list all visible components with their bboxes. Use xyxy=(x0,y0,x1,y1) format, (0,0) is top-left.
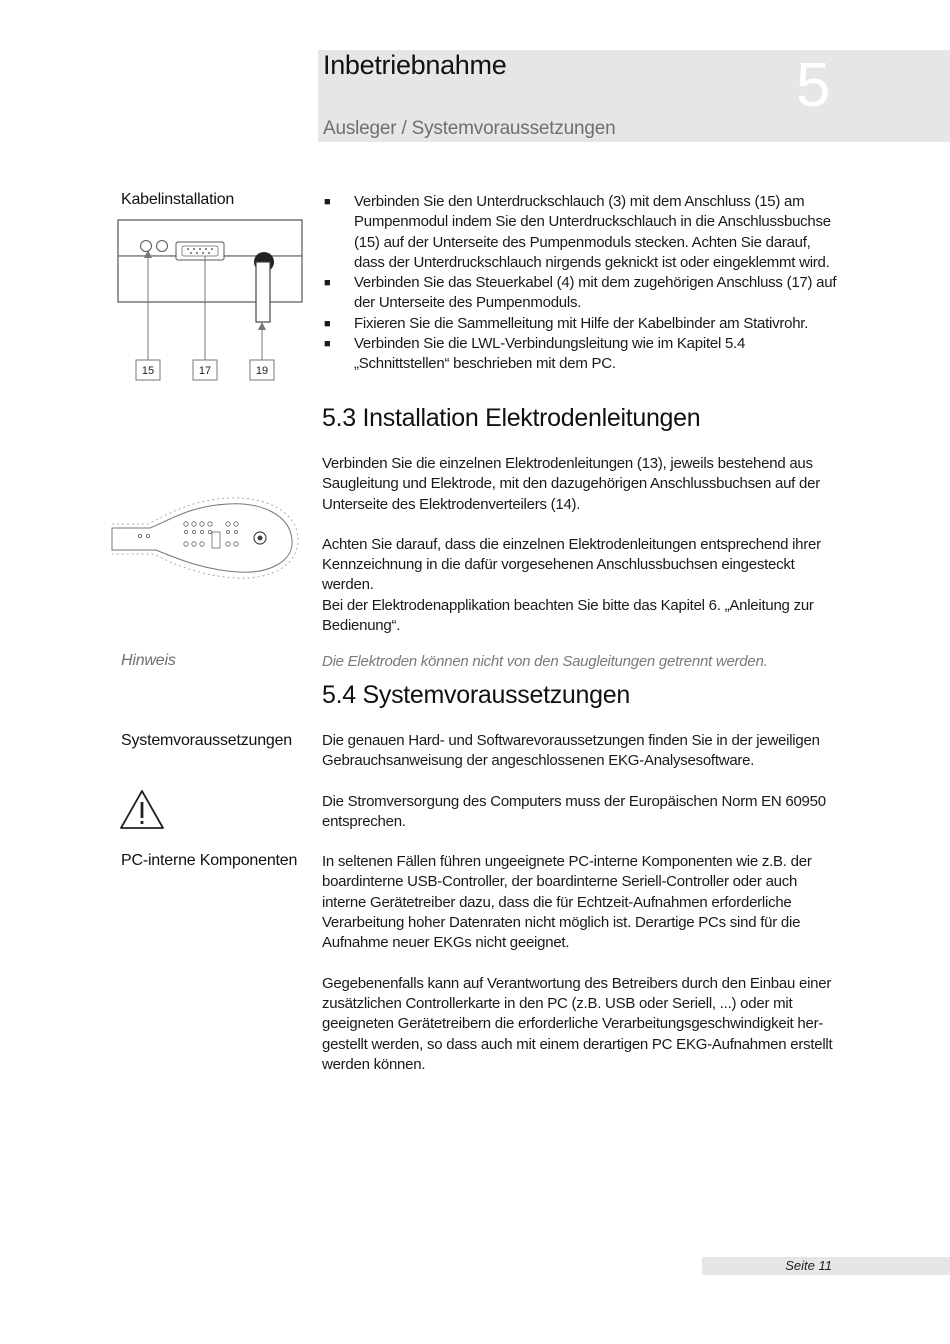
side-label-hinweis: Hinweis xyxy=(121,652,176,669)
figure-label-19: 19 xyxy=(255,365,269,377)
chapter-title: Inbetriebnahme xyxy=(323,50,507,80)
page-number: Seite 11 xyxy=(785,1258,832,1273)
bullet-icon: ■ xyxy=(324,196,331,208)
bullet-icon: ■ xyxy=(324,317,331,330)
section-title-5-3: 5.3 Installation Elektrodenleitungen xyxy=(322,404,701,432)
paragraph: Verbinden Sie die einzelnen Elektrodenleitungen (13), jeweils bestehend aus Saugleitung und Elektrode, mit den dazugehörigen Anschlussbuchsen auf der Unterseite des Elektrodenverteilers (14). xyxy=(322,455,820,513)
list-item: ■ Verbinden Sie den Unterdruckschlauch (3) mit dem Anschluss (15) am Pumpenmodul indem Sie den Unterdruckschlauch in die Anschlussbuchse (15) auf der Unterseite des Pumpenmoduls stecken. Achten Sie darauf, dass der Unterdruckschlauch nirgends geknickt ist oder eingeklemmt wird. xyxy=(324,193,831,271)
paragraph: Achten Sie darauf, dass die einzelnen Elektrodenleitungen entsprechend ihrer Kennzeichnung in die dafür vorgesehenen Anschlussbuchsen eingesteckt werden. xyxy=(322,535,821,594)
pump-module-figure xyxy=(110,212,310,392)
note-text: Die Elektroden können nicht von den Saugleitungen getrennt werden. xyxy=(322,653,768,670)
paragraph: In seltenen Fällen führen ungeeignete PC-interne Komponenten wie z.B. der boardinterne USB-Controller, der boardinterne Seriell-Controller oder auch interne Gerätetreiber dazu, dass die für Echtzeit-Aufnahmen erforderliche Verarbeitung hoher Datenraten nicht möglich ist. Derartige PCs sind für die Aufnahme neuer EKGs nicht geeignet. xyxy=(322,853,812,952)
section-5-4-body xyxy=(322,731,842,1075)
bullet-icon: ■ xyxy=(324,277,331,290)
vacuum-socket-icon xyxy=(141,241,152,252)
paragraph: Gegebenenfalls kann auf Verantwortung des Betreibers durch den Einbau einer zusätzlichen Controllerkarte in den PC (z.B. USB oder Seriell, ...) oder mit geeigneten Gerätetreibern die erforderliche Verarbeitungsgeschwindigkeit her-gestellt werden, so dass auch mit einem derartigen PC EKG-Aufnahmen erstellt werden können. xyxy=(322,974,833,1073)
list-item: ■ Verbinden Sie das Steuerkabel (4) mit dem zugehörigen Anschluss (17) auf der Unterseite des Pumpenmoduls. xyxy=(324,274,837,312)
paragraph: Die genauen Hard- und Softwarevoraussetzungen finden Sie in der jeweiligen Gebrauchsanweisung der angeschlossenen EKG-Analysesoftware. xyxy=(322,732,820,770)
section-title-5-4: 5.4 Systemvoraussetzungen xyxy=(322,681,630,709)
figure-label-15: 15 xyxy=(141,365,155,377)
chapter-subtitle: Ausleger / Systemvoraussetzungen xyxy=(323,118,616,139)
figure-label-17: 17 xyxy=(198,365,212,377)
paragraph: Bei der Elektrodenapplikation beachten Sie bitte das Kapitel 6. „Anleitung zur Bedienung“. xyxy=(322,596,814,635)
paragraph: Die Stromversorgung des Computers muss der Europäischen Norm EN 60950 entsprechen. xyxy=(322,792,826,830)
side-label-pc-komponenten: PC-interne Komponenten xyxy=(121,852,298,869)
section-5-3-body xyxy=(322,454,842,636)
side-label-kabelinstallation: Kabelinstallation xyxy=(121,191,235,208)
chapter-number: 5 xyxy=(796,51,831,120)
cable-instructions-list xyxy=(322,192,842,375)
warning-triangle-icon xyxy=(119,788,165,830)
side-label-systemvoraussetzungen: Systemvoraussetzungen xyxy=(121,732,293,749)
list-item: ■ Fixieren Sie die Sammelleitung mit Hilfe der Kabelbinder am Stativrohr. xyxy=(322,314,842,334)
bullet-icon: ■ xyxy=(324,338,331,351)
list-item: ■ Verbinden Sie die LWL-Verbindungsleitung wie im Kapitel 5.4 „Schnittstellen“ beschrieben mit dem PC. xyxy=(324,335,746,373)
electrode-distributor-figure xyxy=(110,490,300,580)
